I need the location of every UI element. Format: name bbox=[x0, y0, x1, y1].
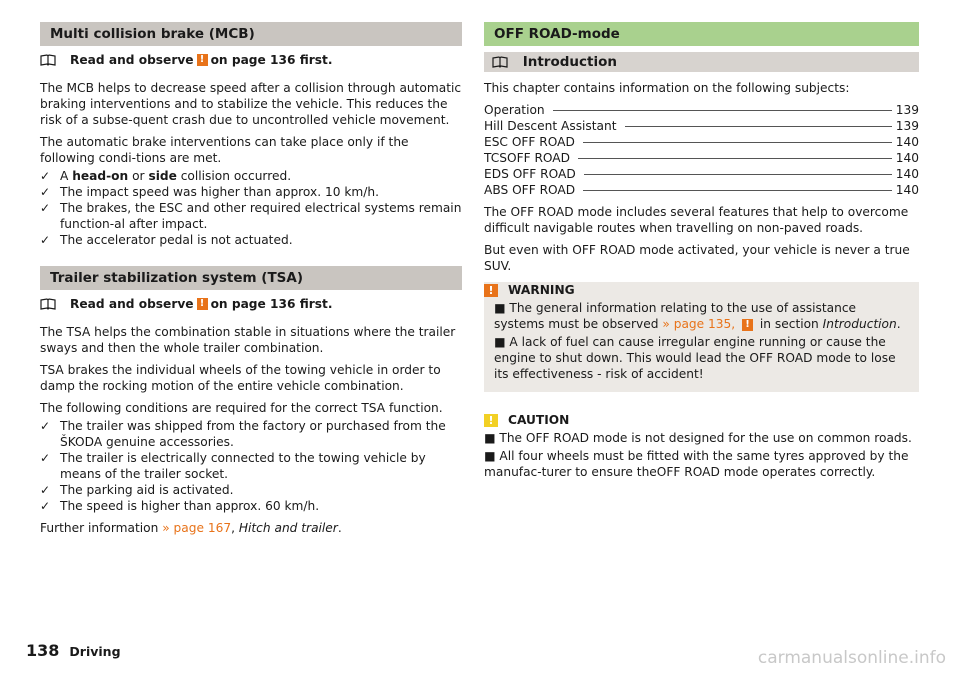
caution-icon: ! bbox=[484, 414, 498, 427]
toc-row[interactable]: Operation 139 bbox=[484, 103, 919, 117]
page-number: 138 bbox=[26, 641, 60, 660]
book-icon bbox=[40, 54, 56, 66]
warning-icon: ! bbox=[197, 54, 208, 66]
list-item: ✓ The trailer was shipped from the factory or purchased from the ŠKODA genuine accessories. bbox=[40, 419, 446, 449]
check-icon: ✓ bbox=[40, 483, 51, 497]
right-column bbox=[484, 22, 919, 480]
warning-box bbox=[484, 282, 919, 392]
tsa-conditions bbox=[40, 418, 462, 514]
warning-icon: ! bbox=[197, 298, 208, 310]
mcb-paragraph-1: The MCB helps to decrease speed after a collision through automatic braking interventions and to stabilize the vehicle. This reduces the risk of a subse-quent crash due to uncontrolled vehicle movement. bbox=[40, 81, 462, 127]
list-item: ✓ The parking aid is activated. bbox=[40, 483, 234, 497]
page-link[interactable]: » page 167 bbox=[162, 521, 232, 535]
check-icon: ✓ bbox=[40, 185, 51, 199]
toc-row[interactable]: Hill Descent Assistant 139 bbox=[484, 119, 919, 133]
toc-row[interactable]: EDS OFF ROAD 140 bbox=[484, 167, 919, 181]
tsa-paragraph-2: TSA brakes the individual wheels of the towing vehicle in order to damp the rocking motion of the entire vehicle combination. bbox=[40, 363, 441, 393]
mcb-paragraph-2: The automatic brake interventions can take place only if the following condi-tions are met. bbox=[40, 135, 409, 165]
list-item: ✓ The accelerator pedal is not actuated. bbox=[40, 233, 293, 247]
tsa-heading: Trailer stabilization system (TSA) bbox=[40, 266, 462, 290]
mcb-read-pre: Read and observe bbox=[70, 53, 194, 67]
caution-title: CAUTION bbox=[508, 413, 570, 427]
intro-title: Introduction bbox=[522, 54, 617, 70]
tsa-paragraph-1: The TSA helps the combination stable in situations where the trailer sways and then the whole trailer combination. bbox=[40, 325, 456, 355]
page-link[interactable]: » page 135, bbox=[662, 317, 736, 331]
offroad-paragraph-2: But even with OFF ROAD mode activated, your vehicle is never a true SUV. bbox=[484, 243, 910, 273]
check-icon: ✓ bbox=[40, 499, 51, 513]
mcb-read-post: on page 136 first. bbox=[210, 53, 333, 67]
intro-heading bbox=[484, 52, 919, 72]
check-icon: ✓ bbox=[40, 201, 51, 215]
mcb-heading: Multi collision brake (MCB) bbox=[40, 22, 462, 46]
mcb-read-observe bbox=[40, 52, 462, 68]
toc-row[interactable]: ABS OFF ROAD 140 bbox=[484, 183, 919, 197]
warning-bullet-2: ■ A lack of fuel can cause irregular engine running or cause the engine to shut down. This would lead the OFF ROAD mode to lose its effectiveness - risk of accident! bbox=[494, 335, 896, 381]
offroad-heading: OFF ROAD-mode bbox=[484, 22, 919, 46]
list-item: ✓ A head-on or side collision occurred. bbox=[40, 169, 292, 183]
check-icon: ✓ bbox=[40, 233, 51, 247]
list-item: ✓ The impact speed was higher than approx. 10 km/h. bbox=[40, 185, 379, 199]
tsa-read-observe bbox=[40, 296, 462, 312]
caution-header bbox=[484, 412, 919, 428]
check-icon: ✓ bbox=[40, 451, 51, 465]
mcb-conditions bbox=[40, 168, 462, 248]
tsa-read-pre: Read and observe bbox=[70, 297, 194, 311]
toc-row[interactable]: TCSOFF ROAD 140 bbox=[484, 151, 919, 165]
page-footer bbox=[26, 643, 121, 660]
tsa-read-post: on page 136 first. bbox=[210, 297, 333, 311]
intro-text: This chapter contains information on the following subjects: bbox=[484, 81, 850, 95]
warning-bullet-1: ■ The general information relating to the use of assistance systems must be observed » page 135, ! in section Introduction. bbox=[494, 301, 901, 331]
toc-row[interactable]: ESC OFF ROAD 140 bbox=[484, 135, 919, 149]
left-column bbox=[40, 22, 462, 536]
warning-icon: ! bbox=[484, 284, 498, 297]
caution-bullet-2: ■ All four wheels must be fitted with the same tyres approved by the manufac-turer to ensure theOFF ROAD mode operates correctly. bbox=[484, 449, 909, 479]
check-icon: ✓ bbox=[40, 419, 51, 433]
offroad-paragraph-1: The OFF ROAD mode includes several features that help to overcome difficult navigable routes when travelling on non-paved roads. bbox=[484, 205, 909, 235]
caution-bullet-1: ■ The OFF ROAD mode is not designed for the use on common roads. bbox=[484, 431, 912, 445]
check-icon: ✓ bbox=[40, 169, 51, 183]
section-name: Driving bbox=[69, 644, 121, 659]
warning-title: WARNING bbox=[508, 283, 575, 297]
list-item: ✓ The speed is higher than approx. 60 km/h. bbox=[40, 499, 320, 513]
list-item: ✓ The brakes, the ESC and other required electrical systems remain function-al after impact. bbox=[40, 201, 462, 231]
warning-icon: ! bbox=[742, 319, 753, 331]
further-info: Further information » page 167, Hitch and trailer. bbox=[40, 521, 342, 535]
list-item: ✓ The trailer is electrically connected to the towing vehicle by means of the trailer socket. bbox=[40, 451, 426, 481]
book-icon bbox=[40, 298, 56, 310]
watermark: carmanualsonline.info bbox=[757, 648, 946, 668]
book-icon bbox=[492, 56, 508, 68]
toc bbox=[484, 102, 919, 198]
tsa-paragraph-3: The following conditions are required for the correct TSA function. bbox=[40, 401, 443, 415]
